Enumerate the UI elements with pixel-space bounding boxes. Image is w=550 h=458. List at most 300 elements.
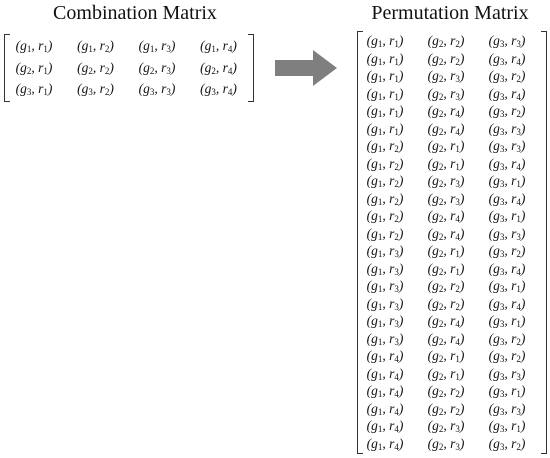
matrix-cell: ($g_1$, $r_4$) <box>366 365 404 382</box>
group-symbol: g <box>371 295 378 311</box>
group-index: 2 <box>438 319 444 329</box>
rule-symbol: r <box>511 330 517 346</box>
group-index: 2 <box>438 389 444 399</box>
rule-index: 3 <box>166 65 171 76</box>
group-index: 1 <box>377 74 383 84</box>
rule-symbol: r <box>450 330 456 346</box>
rule-symbol: r <box>450 295 456 311</box>
group-symbol: g <box>432 208 439 223</box>
group-index: 1 <box>377 214 383 224</box>
matrix-cell: ($g_3$, $r_1$) <box>488 313 526 329</box>
rule-symbol: r <box>511 365 517 381</box>
rule-symbol: r <box>99 81 105 96</box>
rule-index: 2 <box>104 44 110 54</box>
rule-index: 4 <box>394 354 399 364</box>
matrix-cell: ($g_3$, $r_4$) <box>488 260 526 277</box>
rule-index: 4 <box>227 87 233 97</box>
group-symbol: g <box>493 278 500 293</box>
group-symbol: g <box>371 365 378 381</box>
rule-index: 1 <box>455 354 460 364</box>
rule-index: 1 <box>394 91 399 102</box>
group-symbol: g <box>493 138 500 153</box>
rule-symbol: r <box>161 38 167 53</box>
group-index: 2 <box>438 441 444 452</box>
rule-symbol: r <box>38 81 44 96</box>
group-index: 1 <box>377 231 383 242</box>
rule-symbol: r <box>511 400 517 416</box>
rule-symbol: r <box>511 190 517 206</box>
group-index: 3 <box>499 389 505 399</box>
group-symbol: g <box>432 243 439 258</box>
group-symbol: g <box>371 313 378 328</box>
group-index: 1 <box>377 39 383 49</box>
matrix-cell: ($g_3$, $r_1$) <box>15 81 53 97</box>
rule-symbol: r <box>450 365 456 381</box>
rule-index: 2 <box>516 354 521 364</box>
group-index: 1 <box>377 319 383 329</box>
matrix-cell: ($g_1$, $r_4$) <box>366 418 404 434</box>
matrix-cell: ($g_1$, $r_2$) <box>366 225 404 242</box>
matrix-cell: ($g_3$, $r_3$) <box>488 120 526 137</box>
matrix-cell: ($g_1$, $r_2$) <box>77 38 114 54</box>
rule-symbol: r <box>389 243 395 258</box>
group-symbol: g <box>371 330 378 346</box>
rule-index: 4 <box>455 214 460 224</box>
rule-symbol: r <box>450 155 456 171</box>
matrix-cell: ($g_1$, $r_4$) <box>366 435 404 452</box>
rule-index: 3 <box>394 319 399 329</box>
rule-index: 1 <box>455 249 460 259</box>
group-index: 1 <box>211 44 216 54</box>
rule-symbol: r <box>389 190 395 206</box>
group-index: 1 <box>26 44 32 54</box>
group-symbol: g <box>432 348 439 363</box>
rule-symbol: r <box>511 313 517 328</box>
group-symbol: g <box>371 383 378 398</box>
rule-index: 2 <box>455 406 460 417</box>
rule-symbol: r <box>450 313 456 328</box>
rule-index: 4 <box>516 56 521 67</box>
group-symbol: g <box>493 348 500 363</box>
group-index: 1 <box>377 179 383 189</box>
rule-symbol: r <box>389 400 395 416</box>
group-symbol: g <box>432 400 439 416</box>
group-symbol: g <box>493 260 500 276</box>
rule-symbol: r <box>389 50 395 66</box>
matrix-cell: ($g_3$, $r_1$) <box>488 208 526 224</box>
group-symbol: g <box>493 85 500 101</box>
matrix-cell: ($g_2$, $r_1$) <box>427 138 465 154</box>
matrix-cell: ($g_3$, $r_3$) <box>488 138 526 154</box>
group-symbol: g <box>20 59 27 75</box>
rule-index: 2 <box>455 56 460 67</box>
group-symbol: g <box>432 330 439 346</box>
rule-index: 4 <box>394 441 399 452</box>
rule-symbol: r <box>511 85 517 101</box>
matrix-cell: ($g_1$, $r_2$) <box>366 138 404 154</box>
right-bracket <box>541 31 547 454</box>
group-symbol: g <box>493 225 500 241</box>
group-index: 1 <box>377 336 383 347</box>
group-index: 2 <box>438 161 444 172</box>
rule-index: 3 <box>394 336 399 347</box>
rule-symbol: r <box>511 103 517 118</box>
group-symbol: g <box>432 435 439 451</box>
rule-index: 3 <box>516 144 521 154</box>
group-index: 3 <box>499 74 505 84</box>
rule-index: 3 <box>516 371 521 382</box>
group-index: 3 <box>499 319 505 329</box>
matrix-cell: ($g_1$, $r_2$) <box>366 208 404 224</box>
rule-index: 3 <box>516 406 521 417</box>
group-symbol: g <box>432 225 439 241</box>
group-symbol: g <box>432 190 439 206</box>
group-index: 3 <box>88 87 93 97</box>
rule-index: 4 <box>394 371 399 382</box>
group-symbol: g <box>493 155 500 171</box>
group-index: 2 <box>149 65 155 76</box>
rule-index: 4 <box>455 336 460 347</box>
group-index: 1 <box>149 44 155 54</box>
group-symbol: g <box>432 173 439 188</box>
rule-symbol: r <box>389 348 395 363</box>
group-index: 2 <box>438 301 444 312</box>
group-index: 3 <box>499 371 505 382</box>
matrix-cell: ($g_2$, $r_2$) <box>77 59 114 76</box>
group-symbol: g <box>371 348 378 363</box>
group-index: 2 <box>438 354 444 364</box>
matrix-cell: ($g_2$, $r_2$) <box>427 400 465 417</box>
rule-symbol: r <box>450 225 456 241</box>
group-index: 3 <box>499 406 505 417</box>
rule-symbol: r <box>38 38 44 53</box>
group-symbol: g <box>371 173 378 188</box>
group-index: 1 <box>377 196 383 207</box>
rule-symbol: r <box>450 383 456 398</box>
rule-index: 1 <box>394 126 399 137</box>
group-index: 3 <box>499 336 505 347</box>
group-symbol: g <box>371 260 378 276</box>
matrix-cell: ($g_3$, $r_2$) <box>488 103 526 119</box>
rule-symbol: r <box>511 50 517 66</box>
group-index: 2 <box>211 65 216 76</box>
group-index: 2 <box>26 65 32 76</box>
rule-index: 2 <box>455 284 460 294</box>
group-symbol: g <box>432 155 439 171</box>
matrix-cell: ($g_2$, $r_3$) <box>427 173 465 189</box>
matrix-cell: ($g_3$, $r_2$) <box>77 81 114 97</box>
group-index: 3 <box>211 87 216 97</box>
group-symbol: g <box>20 81 27 96</box>
rule-symbol: r <box>389 295 395 311</box>
matrix-cell: ($g_2$, $r_4$) <box>427 120 465 137</box>
rule-symbol: r <box>389 173 395 188</box>
matrix-cell: ($g_1$, $r_3$) <box>366 295 404 312</box>
rule-symbol: r <box>389 120 395 136</box>
group-index: 3 <box>499 214 505 224</box>
group-symbol: g <box>493 400 500 416</box>
group-index: 3 <box>499 266 505 277</box>
group-symbol: g <box>432 120 439 136</box>
rule-symbol: r <box>450 278 456 293</box>
group-symbol: g <box>493 330 500 346</box>
rule-index: 2 <box>455 301 460 312</box>
group-symbol: g <box>371 138 378 153</box>
matrix-cell: ($g_3$, $r_1$) <box>488 278 526 294</box>
group-index: 2 <box>438 249 444 259</box>
rule-index: 1 <box>455 266 460 277</box>
group-index: 3 <box>499 109 505 119</box>
group-symbol: g <box>493 365 500 381</box>
group-index: 2 <box>438 91 444 102</box>
matrix-cell: ($g_1$, $r_3$) <box>366 278 404 294</box>
group-symbol: g <box>493 103 500 118</box>
group-symbol: g <box>371 85 378 101</box>
matrix-cell: ($g_2$, $r_4$) <box>427 208 465 224</box>
rule-symbol: r <box>450 138 456 153</box>
rule-index: 4 <box>227 44 233 54</box>
rule-index: 2 <box>394 161 399 172</box>
rule-index: 4 <box>455 319 460 329</box>
rule-symbol: r <box>389 208 395 223</box>
rule-index: 3 <box>394 301 399 312</box>
rule-index: 4 <box>516 301 521 312</box>
group-symbol: g <box>493 190 500 206</box>
matrix-cell: ($g_3$, $r_2$) <box>488 348 526 364</box>
rule-symbol: r <box>450 33 456 48</box>
rule-index: 2 <box>516 336 521 347</box>
group-index: 3 <box>499 249 505 259</box>
rule-symbol: r <box>389 103 395 118</box>
group-index: 3 <box>499 161 505 172</box>
matrix-cell: ($g_3$, $r_4$) <box>488 155 526 172</box>
group-index: 1 <box>377 371 383 382</box>
matrix-cell: ($g_3$, $r_4$) <box>488 295 526 312</box>
rule-symbol: r <box>99 38 105 53</box>
rule-index: 1 <box>516 319 521 329</box>
group-index: 3 <box>499 91 505 102</box>
group-index: 1 <box>377 301 383 312</box>
group-symbol: g <box>432 418 439 433</box>
group-index: 1 <box>377 441 383 452</box>
matrix-cell: ($g_1$, $r_4$) <box>200 38 237 54</box>
group-symbol: g <box>20 38 27 53</box>
matrix-cell: ($g_3$, $r_3$) <box>488 365 526 382</box>
matrix-cell: ($g_1$, $r_3$) <box>366 313 404 329</box>
rule-index: 4 <box>394 424 399 434</box>
rule-index: 1 <box>455 371 460 382</box>
matrix-cell: ($g_2$, $r_1$) <box>427 260 465 277</box>
arrow-shape <box>275 50 337 86</box>
matrix-cell: ($g_1$, $r_3$) <box>366 260 404 277</box>
group-index: 3 <box>499 196 505 207</box>
group-symbol: g <box>432 85 439 101</box>
rule-symbol: r <box>511 348 517 363</box>
rule-symbol: r <box>450 435 456 451</box>
group-index: 3 <box>499 179 505 189</box>
rule-index: 3 <box>455 74 460 84</box>
group-index: 3 <box>499 284 505 294</box>
rule-symbol: r <box>222 81 228 96</box>
matrix-cell: ($g_3$, $r_4$) <box>488 190 526 207</box>
group-symbol: g <box>493 243 500 258</box>
group-index: 2 <box>438 144 444 154</box>
rule-index: 2 <box>516 441 521 452</box>
group-symbol: g <box>371 120 378 136</box>
group-index: 1 <box>377 354 383 364</box>
group-symbol: g <box>493 120 500 136</box>
group-symbol: g <box>81 38 89 53</box>
rule-index: 1 <box>516 214 521 224</box>
group-index: 2 <box>438 126 444 137</box>
matrix-cell: ($g_2$, $r_1$) <box>15 59 53 76</box>
group-index: 3 <box>499 301 505 312</box>
rule-index: 1 <box>394 56 399 67</box>
rule-index: 1 <box>394 74 399 84</box>
group-index: 2 <box>438 284 444 294</box>
rule-symbol: r <box>450 260 456 276</box>
rule-index: 3 <box>516 126 521 137</box>
group-index: 3 <box>499 144 505 154</box>
group-index: 2 <box>88 65 93 76</box>
group-index: 3 <box>499 441 505 452</box>
matrix-cell: ($g_2$, $r_3$) <box>427 68 465 84</box>
rule-symbol: r <box>511 418 517 433</box>
rule-index: 3 <box>455 91 460 102</box>
rule-symbol: r <box>450 103 456 118</box>
rule-symbol: r <box>389 418 395 433</box>
group-index: 3 <box>499 126 505 137</box>
rule-symbol: r <box>511 173 517 188</box>
rule-index: 3 <box>455 424 460 434</box>
rule-index: 1 <box>516 424 521 434</box>
rule-index: 4 <box>455 109 460 119</box>
group-symbol: g <box>371 208 378 223</box>
group-index: 1 <box>377 284 383 294</box>
rule-index: 1 <box>43 87 48 97</box>
group-symbol: g <box>493 418 500 433</box>
matrix-cell: ($g_1$, $r_2$) <box>366 173 404 189</box>
group-index: 1 <box>377 249 383 259</box>
matrix-cell: ($g_3$, $r_2$) <box>488 243 526 259</box>
rule-index: 3 <box>166 44 171 54</box>
rule-symbol: r <box>511 138 517 153</box>
group-symbol: g <box>432 383 439 398</box>
matrix-cell: ($g_1$, $r_2$) <box>366 190 404 207</box>
matrix-cell: ($g_3$, $r_3$) <box>488 225 526 242</box>
matrix-cell: ($g_3$, $r_2$) <box>488 330 526 347</box>
rule-symbol: r <box>38 59 44 75</box>
combination-matrix <box>4 34 254 102</box>
group-symbol: g <box>204 81 212 96</box>
rule-symbol: r <box>511 155 517 171</box>
group-symbol: g <box>493 435 500 451</box>
group-symbol: g <box>432 138 439 153</box>
rule-index: 1 <box>516 389 521 399</box>
matrix-cell: ($g_2$, $r_4$) <box>427 225 465 242</box>
rule-symbol: r <box>511 208 517 223</box>
group-index: 3 <box>499 39 505 49</box>
group-index: 1 <box>377 144 383 154</box>
matrix-cell: ($g_3$, $r_2$) <box>488 435 526 452</box>
right-bracket <box>248 34 254 102</box>
rule-symbol: r <box>511 383 517 398</box>
rule-symbol: r <box>450 85 456 101</box>
rule-symbol: r <box>511 33 517 48</box>
group-symbol: g <box>493 313 500 328</box>
rule-symbol: r <box>511 225 517 241</box>
rule-index: 4 <box>516 196 521 207</box>
rule-index: 3 <box>394 284 399 294</box>
matrix-cell: ($g_2$, $r_2$) <box>427 50 465 67</box>
rule-symbol: r <box>222 59 228 75</box>
group-symbol: g <box>493 383 500 398</box>
matrix-cell: ($g_1$, $r_4$) <box>366 383 404 399</box>
rule-symbol: r <box>161 81 167 96</box>
group-index: 2 <box>438 371 444 382</box>
group-index: 3 <box>499 56 505 67</box>
matrix-cell: ($g_1$, $r_4$) <box>366 348 404 364</box>
matrix-cell: ($g_3$, $r_3$) <box>138 81 176 97</box>
matrix-cell: ($g_1$, $r_3$) <box>366 243 404 259</box>
rule-index: 2 <box>104 65 110 76</box>
matrix-cell: ($g_3$, $r_3$) <box>488 400 526 417</box>
group-symbol: g <box>493 208 500 223</box>
rule-symbol: r <box>450 68 456 83</box>
rule-index: 2 <box>394 144 399 154</box>
group-symbol: g <box>432 295 439 311</box>
rule-index: 2 <box>394 214 399 224</box>
group-symbol: g <box>371 103 378 118</box>
group-index: 1 <box>377 56 383 67</box>
matrix-cell: ($g_3$, $r_4$) <box>488 50 526 67</box>
rule-symbol: r <box>450 173 456 188</box>
rule-symbol: r <box>511 68 517 83</box>
group-symbol: g <box>493 50 500 66</box>
group-symbol: g <box>81 59 89 75</box>
rule-index: 1 <box>516 284 521 294</box>
rule-symbol: r <box>161 59 167 75</box>
group-index: 2 <box>438 109 444 119</box>
rule-symbol: r <box>99 59 105 75</box>
rule-index: 1 <box>516 179 521 189</box>
rule-index: 3 <box>394 249 399 259</box>
rule-symbol: r <box>511 435 517 451</box>
rule-index: 4 <box>516 91 521 102</box>
rule-symbol: r <box>511 120 517 136</box>
group-symbol: g <box>493 173 500 188</box>
rule-symbol: r <box>450 243 456 258</box>
rule-symbol: r <box>389 68 395 83</box>
matrix-cell: ($g_3$, $r_1$) <box>488 383 526 399</box>
group-symbol: g <box>204 38 212 53</box>
matrix-cell: ($g_3$, $r_3$) <box>488 33 526 49</box>
matrix-cell: ($g_2$, $r_1$) <box>427 155 465 172</box>
rule-index: 2 <box>394 231 399 242</box>
rule-index: 3 <box>455 179 460 189</box>
group-index: 1 <box>377 424 383 434</box>
matrix-cell: ($g_2$, $r_2$) <box>427 383 465 399</box>
group-symbol: g <box>371 50 378 66</box>
group-index: 2 <box>438 266 444 277</box>
group-index: 3 <box>499 354 505 364</box>
rule-symbol: r <box>389 260 395 276</box>
matrix-cell: ($g_2$, $r_3$) <box>427 435 465 452</box>
matrix-cell: ($g_2$, $r_3$) <box>427 85 465 102</box>
rule-index: 2 <box>516 109 521 119</box>
rule-index: 1 <box>394 39 399 49</box>
rule-symbol: r <box>389 365 395 381</box>
